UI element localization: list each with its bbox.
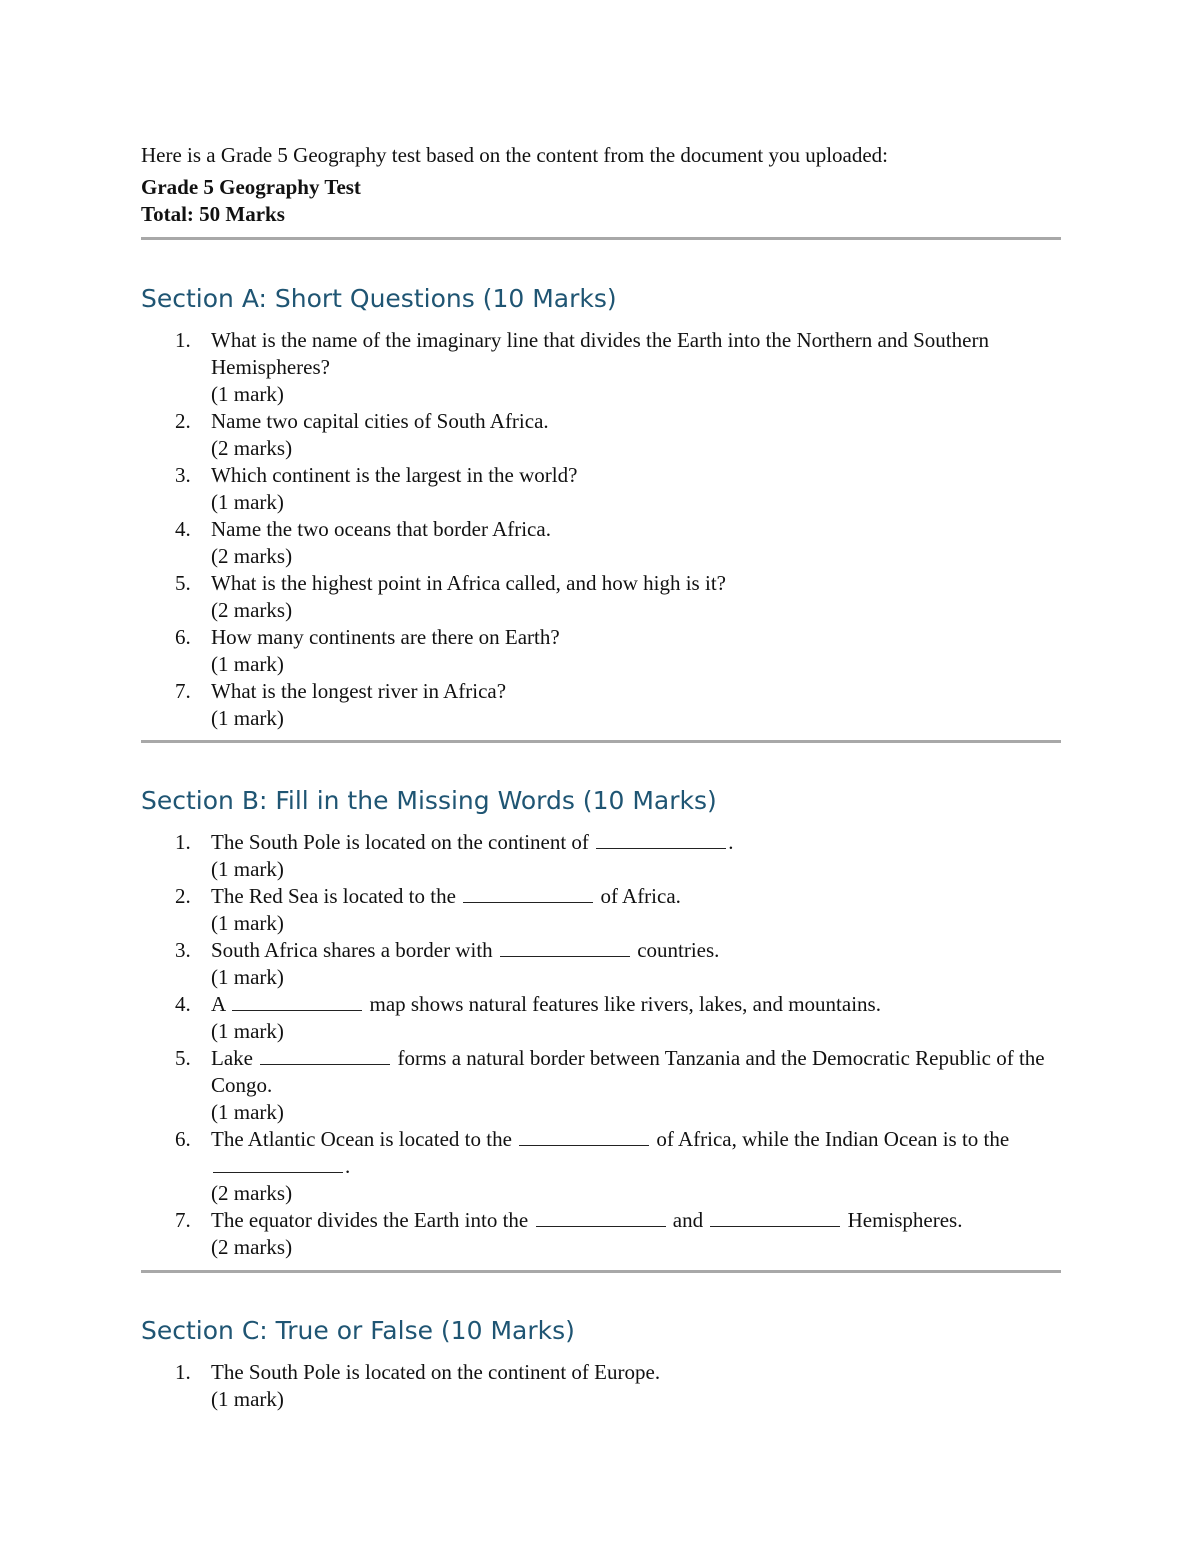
question-item xyxy=(141,570,1061,624)
question-item xyxy=(141,883,1061,937)
question-number: 3. xyxy=(175,463,191,487)
question-marks: (1 mark) xyxy=(211,965,284,989)
question-item xyxy=(141,462,1061,516)
section-c-heading: Section C: True or False (10 Marks) xyxy=(141,1316,575,1345)
question-marks: (2 marks) xyxy=(211,1235,293,1259)
question-item xyxy=(141,624,1061,678)
answer-blank[interactable] xyxy=(213,1154,343,1173)
question-item xyxy=(141,1126,1061,1207)
question-text: The Red Sea is located to the of Africa. xyxy=(211,884,681,908)
test-title: Grade 5 Geography Test xyxy=(141,175,361,199)
section-c-question-list xyxy=(141,1359,1061,1413)
question-number: 5. xyxy=(175,571,191,595)
question-number: 7. xyxy=(175,1208,191,1232)
answer-blank[interactable] xyxy=(536,1208,666,1227)
question-item xyxy=(141,516,1061,570)
question-number: 6. xyxy=(175,1127,191,1151)
question-number: 1. xyxy=(175,328,191,352)
question-number: 7. xyxy=(175,679,191,703)
question-text: Name the two oceans that border Africa. xyxy=(211,517,551,541)
question-marks: (2 marks) xyxy=(211,436,293,460)
question-number: 2. xyxy=(175,409,191,433)
question-text: Which continent is the largest in the world? xyxy=(211,463,578,487)
section-b-heading: Section B: Fill in the Missing Words (10 Marks) xyxy=(141,786,717,815)
answer-blank[interactable] xyxy=(463,884,593,903)
question-marks: (2 marks) xyxy=(211,544,293,568)
question-number: 5. xyxy=(175,1046,191,1070)
question-item xyxy=(141,937,1061,991)
question-item xyxy=(141,678,1061,732)
question-number: 1. xyxy=(175,1360,191,1384)
question-text: The equator divides the Earth into the and Hemispheres. xyxy=(211,1208,963,1232)
answer-blank[interactable] xyxy=(500,938,630,957)
question-marks: (1 mark) xyxy=(211,706,284,730)
document-page xyxy=(141,142,1061,1413)
question-item xyxy=(141,829,1061,883)
question-item xyxy=(141,408,1061,462)
divider xyxy=(141,740,1061,743)
divider xyxy=(141,237,1061,240)
question-text: South Africa shares a border with countries. xyxy=(211,938,720,962)
section-b-question-list xyxy=(141,829,1061,1261)
section-a-question-list xyxy=(141,327,1061,732)
divider xyxy=(141,1270,1061,1273)
question-item xyxy=(141,1045,1061,1126)
test-title-block xyxy=(141,174,1061,228)
question-marks: (1 mark) xyxy=(211,1019,284,1043)
answer-blank[interactable] xyxy=(232,992,362,1011)
test-total-marks: Total: 50 Marks xyxy=(141,202,285,226)
answer-blank[interactable] xyxy=(710,1208,840,1227)
question-number: 4. xyxy=(175,992,191,1016)
question-marks: (1 mark) xyxy=(211,857,284,881)
question-text: The South Pole is located on the continent of . xyxy=(211,830,734,854)
question-text: What is the highest point in Africa called, and how high is it? xyxy=(211,571,726,595)
question-marks: (1 mark) xyxy=(211,652,284,676)
question-number: 2. xyxy=(175,884,191,908)
question-number: 3. xyxy=(175,938,191,962)
question-marks: (1 mark) xyxy=(211,1100,284,1124)
answer-blank[interactable] xyxy=(519,1127,649,1146)
question-text: The South Pole is located on the continent of Europe. xyxy=(211,1360,661,1384)
question-item xyxy=(141,1207,1061,1261)
question-text: The Atlantic Ocean is located to the of Africa, while the Indian Ocean is to the . xyxy=(211,1127,1010,1178)
question-marks: (1 mark) xyxy=(211,490,284,514)
intro-text: Here is a Grade 5 Geography test based on the content from the document you uploaded: xyxy=(141,143,889,167)
question-text: What is the longest river in Africa? xyxy=(211,679,507,703)
question-text: What is the name of the imaginary line that divides the Earth into the Northern and Southern Hemispheres? xyxy=(211,328,989,379)
question-text: Lake forms a natural border between Tanzania and the Democratic Republic of the Congo. xyxy=(211,1046,1045,1097)
question-number: 4. xyxy=(175,517,191,541)
question-text: How many continents are there on Earth? xyxy=(211,625,560,649)
answer-blank[interactable] xyxy=(260,1046,390,1065)
question-text: A map shows natural features like rivers, lakes, and mountains. xyxy=(211,992,881,1016)
question-number: 6. xyxy=(175,625,191,649)
question-item xyxy=(141,991,1061,1045)
question-marks: (2 marks) xyxy=(211,1181,293,1205)
question-item xyxy=(141,1359,1061,1413)
question-number: 1. xyxy=(175,830,191,854)
question-item xyxy=(141,327,1061,408)
question-text: Name two capital cities of South Africa. xyxy=(211,409,549,433)
question-marks: (1 mark) xyxy=(211,382,284,406)
section-a-heading: Section A: Short Questions (10 Marks) xyxy=(141,284,617,313)
question-marks: (1 mark) xyxy=(211,1387,284,1411)
question-marks: (1 mark) xyxy=(211,911,284,935)
question-marks: (2 marks) xyxy=(211,598,293,622)
answer-blank[interactable] xyxy=(596,830,726,849)
